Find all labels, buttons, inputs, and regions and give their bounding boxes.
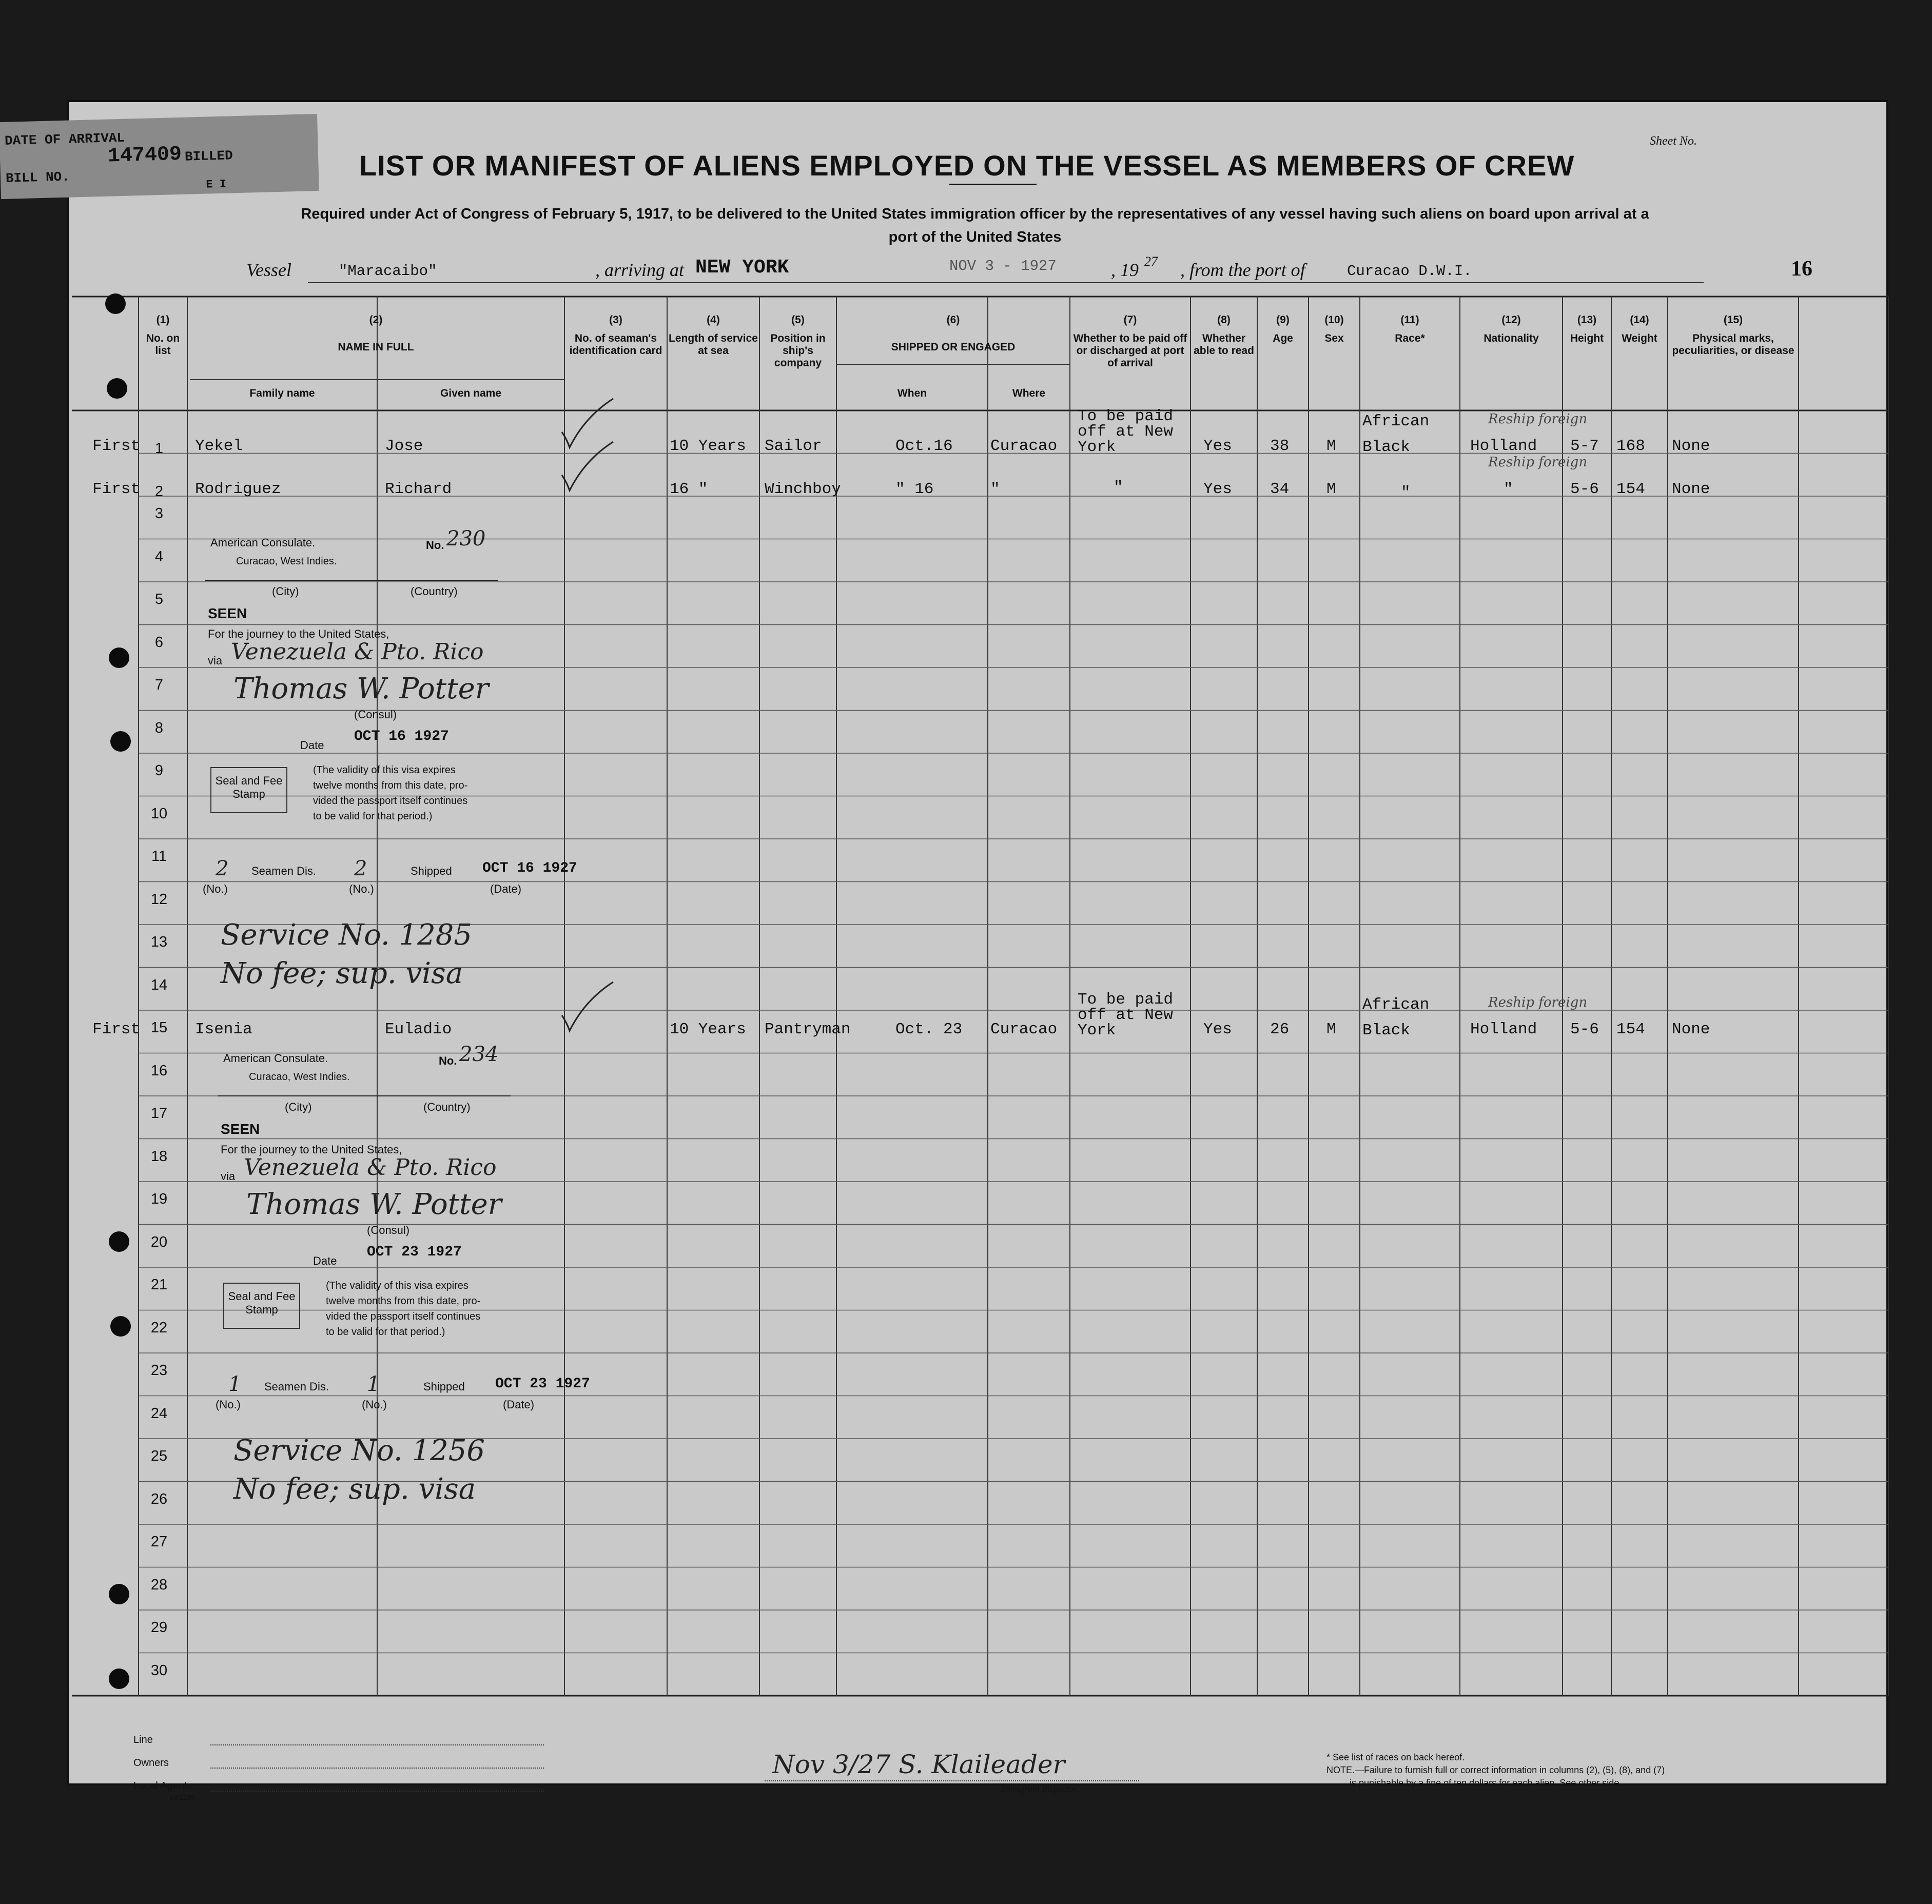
list-mark: First [92, 1020, 141, 1038]
able-to-read: Yes [1203, 480, 1232, 498]
date-of-arrival-label: DATE OF ARRIVAL [4, 130, 125, 149]
from-port-label: , from the port of [1180, 260, 1305, 280]
consulate-label: American Consulate. [223, 1052, 328, 1065]
physical-marks: None [1672, 480, 1710, 498]
row-number: 27 [150, 1534, 168, 1550]
arriving-label: , arriving at [595, 260, 685, 280]
given-name: Euladio [385, 1020, 452, 1038]
arrival-date-stamp: NOV 3 - 1927 [949, 258, 1057, 274]
column-number-11: (11) [1400, 314, 1419, 326]
column-number-13: (13) [1577, 314, 1597, 326]
row-number: 15 [150, 1019, 168, 1036]
shipped-where: " [990, 480, 1000, 498]
column-label-15: Physical marks, peculiarities, or disease [1672, 332, 1794, 357]
footer-owners-rule [210, 1768, 544, 1769]
position: Pantryman [765, 1020, 851, 1038]
year-suffix: 27 [1144, 254, 1158, 269]
row-number: 11 [151, 848, 167, 865]
list-mark: First [92, 480, 141, 498]
height: 5-7 [1570, 437, 1599, 455]
reship-annotation: Reship foreign [1488, 995, 1588, 1010]
column-label-6: SHIPPED OR ENGAGED [891, 341, 1016, 353]
subtitle-line-1: Required under Act of Congress of February 5, 1917, to be delivered to the United States immigration officer by the representatives of any vessel having such aliens on board upon arrival at a [301, 206, 1649, 222]
stamp-extra: E I [206, 178, 227, 191]
column-label-9: Age [1273, 332, 1293, 344]
nationality: " [1504, 480, 1513, 498]
fee-note: No fee; sup. visa [233, 1473, 476, 1506]
able-to-read: Yes [1203, 437, 1232, 455]
shipped-number: 1 [367, 1372, 380, 1396]
bill-no-label: BILL NO. [5, 169, 70, 186]
subtitle-line-2: port of the United States [888, 229, 1062, 245]
sheet-number: 16 [1791, 257, 1812, 281]
check-mark-icon [559, 439, 616, 496]
reship-annotation: Reship foreign [1488, 454, 1588, 470]
billed-label: BILLED [184, 148, 233, 165]
row-number: 4 [154, 548, 164, 565]
seal-box: Seal and Fee Stamp [223, 1283, 300, 1329]
column-label-4: Length of service at sea [669, 332, 758, 357]
shipped-when: Oct. 23 [895, 1020, 963, 1038]
row-number: 28 [150, 1576, 168, 1593]
binder-hole [110, 1316, 131, 1337]
given-name: Richard [385, 480, 452, 498]
footer-owners-label: Owners [133, 1757, 169, 1769]
binder-hole [105, 293, 126, 314]
dis-label: Seamen Dis. [251, 865, 316, 877]
via-label: via [221, 1170, 236, 1183]
vessel-label: Vessel [246, 260, 291, 280]
physical-marks: None [1672, 1020, 1710, 1038]
row-number: 19 [150, 1191, 168, 1207]
sex: M [1326, 480, 1336, 498]
row-number: 22 [150, 1319, 168, 1336]
race: African Black [1362, 996, 1430, 1039]
service-number: Service No. 1256 [233, 1434, 485, 1467]
family-name: Isenia [195, 1020, 252, 1038]
footnote-warning-2: is punishable by a fine of ten dollars for each alien. See other side. [1350, 1778, 1622, 1788]
city-caption: (City) [272, 585, 299, 598]
visa-no-value: 230 [446, 527, 486, 551]
footer-agents-rule [210, 1791, 544, 1792]
vessel-name: "Maracaibo" [339, 263, 437, 280]
shipped-when: Oct.16 [895, 437, 953, 455]
row-number: 17 [150, 1105, 168, 1122]
via-value: Venezuela & Pto. Rico [244, 1154, 497, 1181]
given-name: Jose [385, 437, 423, 455]
bill-number: 147409 [107, 143, 182, 168]
position: Winchboy [765, 480, 841, 498]
column-number-7: (7) [1123, 314, 1137, 326]
consulate-city: Curacao, West Indies. [249, 1071, 350, 1083]
column-number-15: (15) [1723, 314, 1743, 326]
shipped-label: Shipped [423, 1380, 465, 1393]
visa-no-label: No. [439, 1054, 457, 1067]
consul-caption: (Consul) [367, 1224, 410, 1236]
column-label-5: Position in ship's company [770, 332, 826, 369]
column-number-14: (14) [1630, 314, 1649, 326]
weight: 154 [1616, 1020, 1645, 1038]
date-label: Date [300, 739, 324, 752]
row-number: 8 [154, 719, 164, 736]
position: Sailor [765, 437, 822, 455]
date-label: Date [313, 1254, 337, 1267]
shipped-where: Curacao [990, 437, 1058, 455]
list-mark: First [92, 437, 141, 455]
row-number: 24 [150, 1405, 168, 1422]
arriving-port: NEW YORK [695, 257, 789, 279]
row-number: 6 [154, 634, 164, 651]
column-number-2: (2) [369, 314, 383, 326]
column-label-14: Weight [1622, 332, 1657, 344]
binder-hole [109, 1231, 129, 1252]
seal-box: Seal and Fee Stamp [210, 767, 287, 813]
dis-number: 2 [216, 857, 229, 880]
sex: M [1326, 437, 1336, 455]
country-caption: (Country) [411, 585, 458, 598]
shipped-date: OCT 23 1927 [495, 1376, 590, 1392]
row-number: 26 [150, 1490, 168, 1507]
row-number: 12 [150, 891, 168, 908]
consulate-label: American Consulate. [210, 536, 316, 549]
validity-note: to be valid for that period.) [313, 811, 433, 822]
column-number-1: (1) [156, 314, 170, 326]
service-length: 16 " [670, 480, 708, 498]
validity-note: vided the passport itself continues [313, 795, 468, 807]
row-number: 29 [150, 1619, 168, 1636]
column-label-7: Whether to be paid off or discharged at port of arrival [1073, 332, 1187, 369]
dis-label: Seamen Dis. [264, 1380, 329, 1393]
column-label-13: Height [1570, 332, 1604, 344]
service-length: 10 Years [670, 437, 746, 455]
row-number: 7 [154, 677, 164, 693]
no-caption: (No.) [216, 1398, 241, 1411]
seen-label: SEEN [221, 1121, 260, 1137]
column-sub-2-b: Given name [440, 387, 502, 399]
seen-label: SEEN [208, 605, 247, 621]
visa-no-rule [205, 580, 498, 581]
check-mark-icon [559, 979, 616, 1036]
column-number-8: (8) [1217, 314, 1231, 326]
validity-note: twelve months from this date, pro- [313, 780, 468, 791]
column-number-5: (5) [791, 314, 805, 326]
column-sub-2-a: Family name [249, 387, 315, 399]
row-number: 13 [150, 934, 168, 950]
service-number: Service No. 1285 [221, 918, 472, 952]
shipped-where: Curacao [990, 1020, 1058, 1038]
inspector-signature: Nov 3/27 S. Klaileader [772, 1750, 1065, 1779]
column-number-10: (10) [1324, 314, 1344, 326]
no-caption: (No.) [349, 882, 374, 895]
shipped-number: 2 [354, 857, 367, 880]
validity-note: (The validity of this visa expires [313, 764, 456, 776]
height: 5-6 [1570, 1020, 1599, 1038]
binder-hole [109, 1584, 129, 1604]
reship-annotation: Reship foreign [1488, 411, 1588, 427]
fee-note: No fee; sup. visa [221, 957, 463, 990]
via-label: via [208, 654, 223, 667]
journey-label: For the journey to the United States, [208, 627, 389, 640]
row-number: 10 [150, 805, 168, 822]
binder-hole [107, 378, 127, 399]
consulate-city: Curacao, West Indies. [236, 556, 337, 567]
consul-signature: Thomas W. Potter [233, 672, 489, 705]
consul-signature: Thomas W. Potter [246, 1188, 502, 1221]
footer-form-no: 14-1280 [169, 1793, 196, 1801]
row-number: 1 [154, 440, 164, 457]
row-number: 21 [150, 1277, 168, 1293]
validity-note: (The validity of this visa expires [326, 1280, 469, 1291]
page-title: LIST OR MANIFEST OF ALIENS EMPLOYED ON THE VESSEL AS MEMBERS OF CREW [359, 149, 1575, 182]
shipped-label: Shipped [411, 865, 452, 877]
family-name: Yekel [195, 437, 243, 455]
visa-no-value: 234 [459, 1043, 499, 1066]
column-label-3: No. of seaman's identification card [569, 332, 662, 357]
date-caption: (Date) [490, 882, 522, 895]
column-number-12: (12) [1501, 314, 1521, 326]
binder-hole [109, 647, 129, 668]
age: 38 [1270, 437, 1290, 455]
column-number-4: (4) [707, 314, 720, 326]
paid-off: To be paid off at New York [1078, 991, 1174, 1039]
date-caption: (Date) [503, 1398, 535, 1411]
row-number: 18 [150, 1148, 168, 1165]
visa-no-label: No. [426, 539, 444, 552]
row-number: 20 [150, 1233, 168, 1250]
shipped-date: OCT 16 1927 [482, 860, 577, 876]
footnote-races: * See list of races on back hereof. [1326, 1752, 1465, 1762]
year-prefix: , 19 [1111, 260, 1139, 280]
row-number: 25 [150, 1448, 168, 1464]
validity-note: to be valid for that period.) [326, 1326, 445, 1338]
service-length: 10 Years [670, 1020, 746, 1038]
city-caption: (City) [285, 1101, 312, 1113]
consul-caption: (Consul) [354, 708, 397, 721]
column-label-2: NAME IN FULL [338, 341, 414, 353]
row-number: 9 [154, 762, 164, 779]
nationality: Holland [1470, 1020, 1537, 1038]
row-number: 3 [154, 505, 164, 522]
column-number-6: (6) [946, 314, 960, 326]
height: 5-6 [1570, 480, 1599, 498]
column-label-1: No. on list [146, 332, 180, 357]
validity-note: vided the passport itself continues [326, 1311, 481, 1322]
nationality: Holland [1470, 437, 1537, 455]
country-caption: (Country) [423, 1101, 471, 1113]
race: " [1401, 483, 1411, 502]
race: African Black [1362, 413, 1430, 456]
paid-off: " [1114, 478, 1123, 497]
age: 34 [1270, 480, 1290, 498]
row-number: 30 [150, 1662, 168, 1679]
age: 26 [1270, 1020, 1290, 1038]
validity-note: twelve months from this date, pro- [326, 1295, 481, 1307]
able-to-read: Yes [1203, 1020, 1232, 1038]
from-port: Curacao D.W.I. [1347, 263, 1472, 280]
row-number: 2 [154, 483, 164, 500]
column-label-8: Whether able to read [1194, 332, 1254, 357]
footer-line-label: Line [133, 1734, 153, 1745]
column-sub-6-b: Where [1012, 387, 1046, 399]
physical-marks: None [1672, 437, 1710, 455]
row-number: 23 [150, 1362, 168, 1379]
row-number: 5 [154, 591, 164, 607]
row-number: 16 [150, 1062, 168, 1079]
inspector-rule [765, 1780, 1139, 1781]
sheet-no-label: Sheet No. [1650, 134, 1697, 148]
date-value: OCT 16 1927 [354, 729, 449, 744]
no-caption: (No.) [362, 1398, 387, 1411]
family-name: Rodriguez [195, 480, 281, 498]
row-number: 14 [150, 976, 168, 993]
column-label-11: Race* [1395, 332, 1425, 344]
shipped-when: " 16 [895, 480, 934, 498]
date-value: OCT 23 1927 [367, 1244, 462, 1260]
column-sub-6-a: When [897, 387, 927, 399]
footnote-warning-1: NOTE.—Failure to furnish full or correct information in columns (2), (5), (8), and (7) [1326, 1765, 1665, 1775]
column-number-3: (3) [609, 314, 622, 326]
inspector-label: Immigrant Inspector. [1001, 1783, 1078, 1794]
binder-hole [110, 731, 131, 752]
journey-label: For the journey to the United States, [221, 1143, 402, 1156]
column-label-10: Sex [1324, 332, 1344, 344]
visa-no-rule [218, 1095, 511, 1096]
column-label-12: Nationality [1484, 332, 1539, 344]
column-number-9: (9) [1276, 314, 1290, 326]
footer-agents-label: Local Agents [133, 1780, 192, 1792]
weight: 154 [1616, 480, 1645, 498]
dis-number: 1 [228, 1372, 242, 1396]
no-caption: (No.) [203, 882, 228, 895]
paid-off: To be paid off at New York [1078, 407, 1174, 456]
footer-line-rule [210, 1744, 544, 1745]
via-value: Venezuela & Pto. Rico [231, 639, 484, 665]
weight: 168 [1616, 437, 1645, 455]
binder-hole [109, 1669, 129, 1689]
sex: M [1326, 1020, 1336, 1038]
